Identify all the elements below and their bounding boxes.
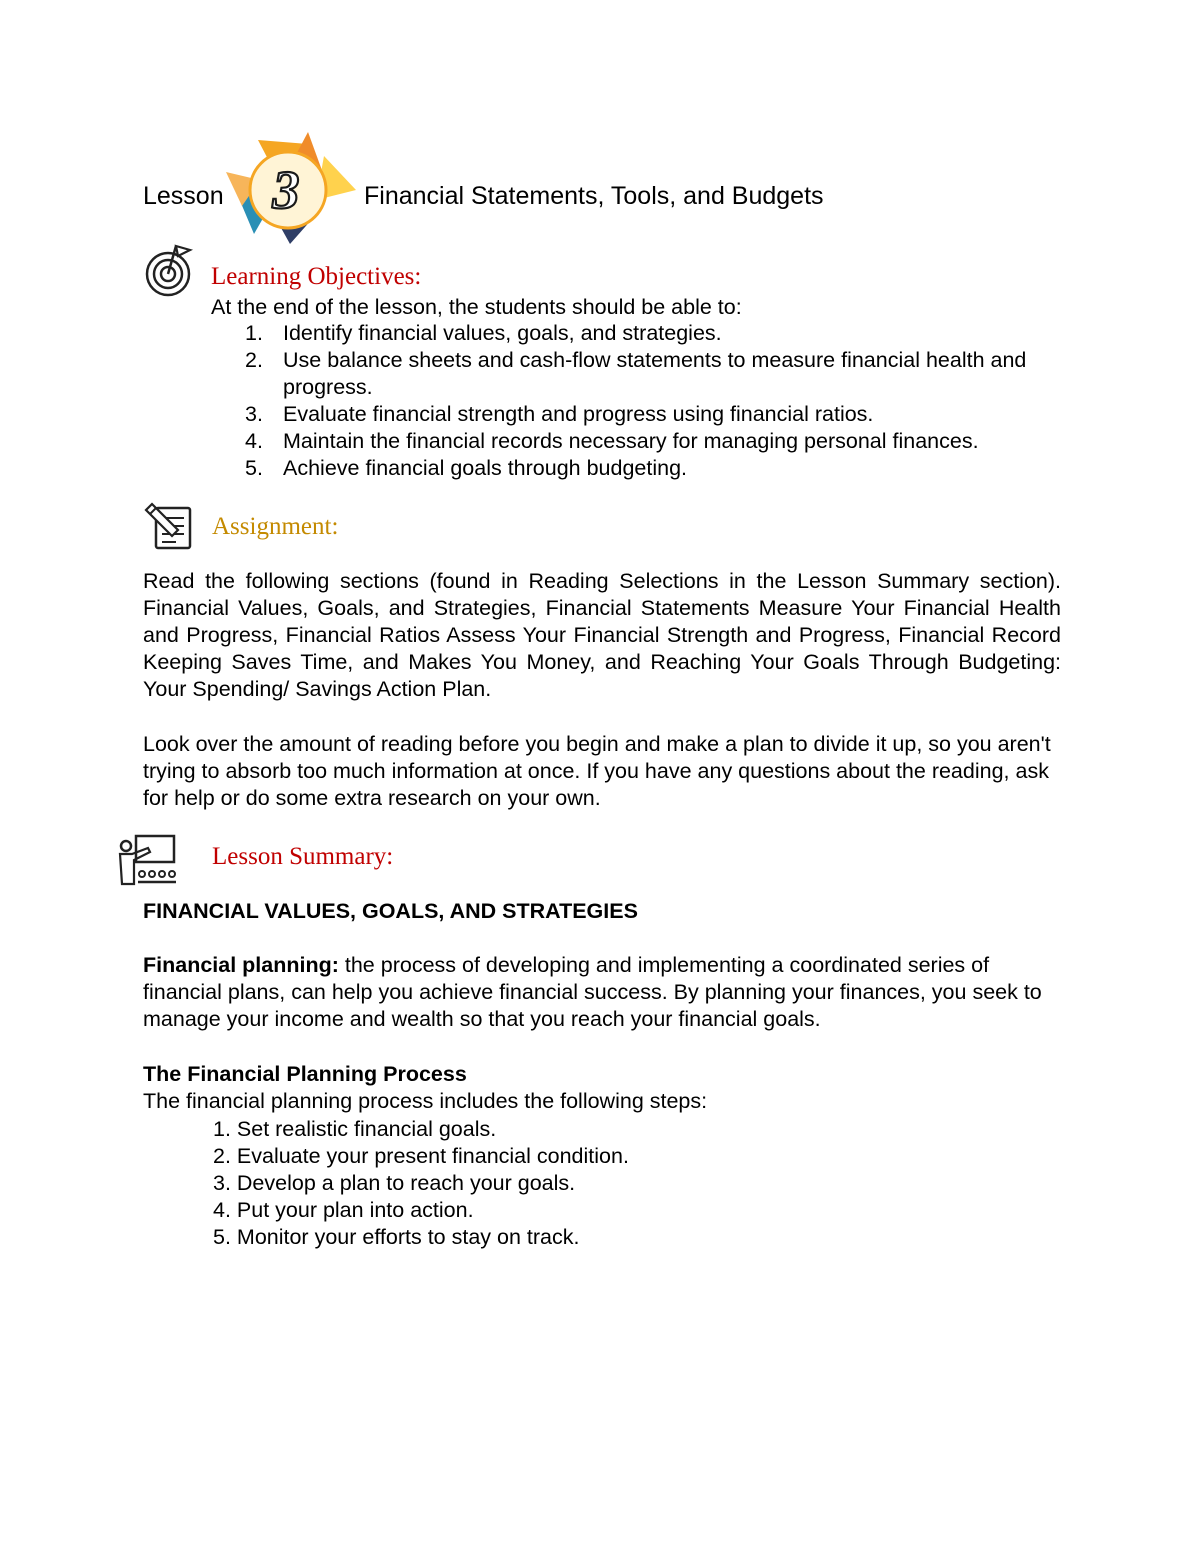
notepad-pencil-icon [144, 502, 198, 552]
definition-term: Financial planning: [143, 953, 339, 977]
list-item: 4. Put your plan into action. [213, 1198, 474, 1222]
objectives-heading: Learning Objectives: [211, 263, 422, 290]
lesson-number: 3 [272, 160, 300, 220]
list-text: Evaluate financial strength and progress using financial ratios. [283, 402, 874, 426]
list-item [245, 401, 1075, 428]
section-title: FINANCIAL VALUES, GOALS, AND STRATEGIES [143, 899, 638, 923]
definition-paragraph [143, 952, 1063, 1033]
list-item [245, 320, 1075, 347]
lesson-label: Lesson [143, 182, 224, 210]
list-number: 5. [245, 456, 263, 480]
list-item [245, 347, 1075, 401]
list-number: 2. [245, 348, 263, 372]
list-text: Use balance sheets and cash-flow statements to measure financial health and progress. [283, 348, 1027, 399]
list-item: 3. Develop a plan to reach your goals. [213, 1171, 576, 1195]
teacher-presentation-icon [114, 832, 178, 888]
list-number: 1. [245, 321, 263, 345]
list-number: 3. [245, 402, 263, 426]
list-item [245, 455, 1075, 482]
assignment-paragraph-2: Look over the amount of reading before you begin and make a plan to divide it up, so you aren't trying to absorb too much information at once. If you have any questions about the reading, ask for help or do some extra research on your own. [143, 732, 1051, 810]
list-text: Maintain the financial records necessary for managing personal finances. [283, 429, 979, 453]
process-title: The Financial Planning Process [143, 1062, 467, 1086]
lesson-title: Financial Statements, Tools, and Budgets [364, 182, 824, 210]
target-flag-icon [144, 240, 204, 300]
definition-text: the process of developing and implementing a coordinated series of financial plans, can help you achieve financial success. By planning your finances, you seek to manage your income and wealth so that you reach your financial goals. [143, 953, 1042, 1031]
steps-list [213, 1116, 629, 1251]
list-number: 4. [245, 429, 263, 453]
assignment-heading: Assignment: [212, 513, 339, 540]
list-text: Identify financial values, goals, and strategies. [283, 321, 722, 345]
list-item: 1. Set realistic financial goals. [213, 1117, 497, 1141]
process-intro: The financial planning process includes the following steps: [143, 1089, 708, 1113]
objectives-list [245, 320, 1075, 482]
lesson-number-badge [220, 126, 360, 246]
list-text: Achieve financial goals through budgeting. [283, 456, 688, 480]
list-item: 2. Evaluate your present financial condition. [213, 1144, 629, 1168]
summary-heading: Lesson Summary: [212, 843, 394, 870]
assignment-paragraph-1: Read the following sections (found in Reading Selections in the Lesson Summary section). Financial Values, Goals, and Strategies, Financial Statements Measure Your Financial Health and Progress, Financial Ratios Assess Your Financial Strength and Progress, Financial Record Keeping Saves Time, and Makes You Money, and Reaching Your Goals Through Budgeting: Your Spending/ Savings Action Plan. [143, 569, 1061, 701]
list-item: 5. Monitor your efforts to stay on track. [213, 1225, 580, 1249]
list-item [245, 428, 1075, 455]
objectives-intro: At the end of the lesson, the students should be able to: [211, 295, 742, 319]
